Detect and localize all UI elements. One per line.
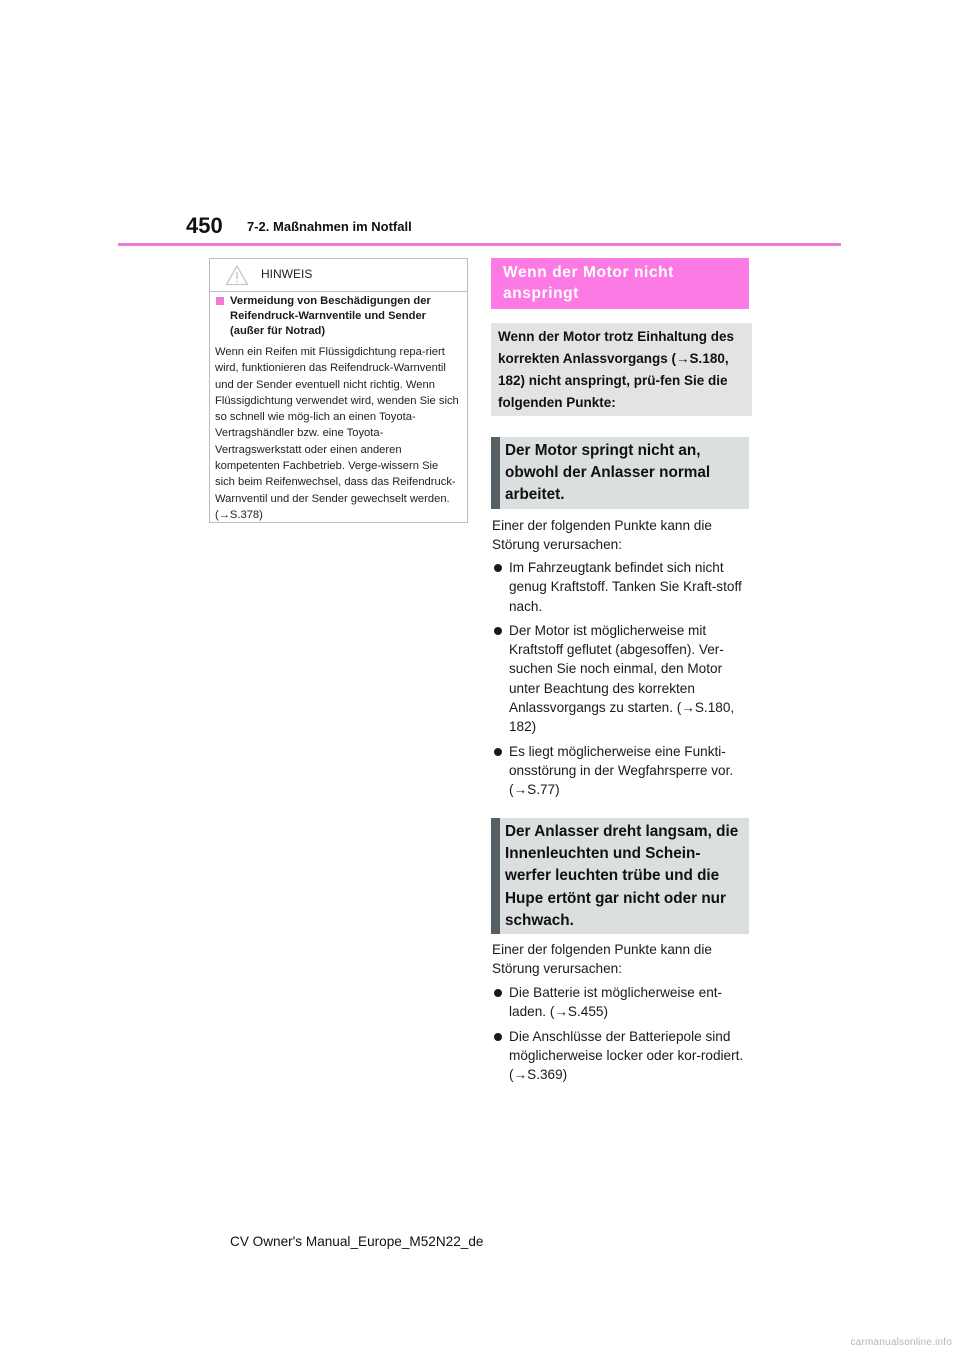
list-item: Der Motor ist möglicherweise mit Kraftstoff geflutet (abgesoffen). Ver-suchen Sie noch einmal, den Motor unter Beachtung des korrekten Anlassvorgangs zu starten. (→S.180, 182) <box>492 621 754 737</box>
page-number: 450 <box>186 213 223 238</box>
bullet-dot-icon <box>494 989 502 997</box>
section-1-lead: Einer der folgenden Punkte kann die Störung verursachen: <box>492 518 712 553</box>
list-item: Die Anschlüsse der Batteriepole sind möglicherweise locker oder kor-rodiert. (→S.369) <box>492 1027 754 1085</box>
list-item: Die Batterie ist möglicherweise ent-laden. (→S.455) <box>492 983 754 1022</box>
subheading-anlasser-dreht-langsam: Der Anlasser dreht langsam, die Innenleuchten und Schein-werfer leuchten trübe und die Hupe ertönt gar nicht oder nur schwach. <box>491 818 749 934</box>
section-1-list <box>492 558 754 805</box>
list-item: Es liegt möglicherweise eine Funkti-onsstörung in der Wegfahrsperre vor. (→S.77) <box>492 742 754 800</box>
notice-subheading <box>215 294 461 339</box>
square-bullet-icon <box>216 297 224 305</box>
section-title: 7-2. Maßnahmen im Notfall <box>247 219 412 234</box>
watermark: carmanualsonline.info <box>850 1337 952 1348</box>
bullet-dot-icon <box>494 564 502 572</box>
notice-header <box>210 259 467 292</box>
bullet-dot-icon <box>494 1033 502 1041</box>
notice-label: HINWEIS <box>261 267 313 281</box>
notice-subheading-text: Vermeidung von Beschädigungen der Reifendruck-Warnventile und Sender (außer für Notrad) <box>230 295 431 337</box>
notice-text: Wenn ein Reifen mit Flüssigdichtung repa-riert wird, funktionieren das Reifendruck-Warnventil und der Sender eventuell nicht richtig. Wenn Flüssigdichtung verwendet wird, wenden Sie sich so schnell wie mög-lich an einen Toyota-Vertragshändler bzw. eine Toyota-Vertragswerkstatt oder einen anderen kompetenten Fachbetrieb. Verge-wissern Sie sich beim Reifenwechsel, dass das Reifendruck-Warnventil und der Sender gewechselt werden. (→S.378) <box>215 346 459 521</box>
notice-box <box>209 258 468 523</box>
bullet-dot-icon <box>494 748 502 756</box>
footer-manual-name: CV Owner's Manual_Europe_M52N22_de <box>230 1234 484 1249</box>
main-heading: Wenn der Motor nicht anspringt <box>491 258 749 309</box>
header-rule <box>118 243 841 246</box>
section-2-lead: Einer der folgenden Punkte kann die Störung verursachen: <box>492 942 712 977</box>
bullet-dot-icon <box>494 627 502 635</box>
subheading-motor-springt-nicht-an: Der Motor springt nicht an, obwohl der Anlasser normal arbeitet. <box>491 437 749 509</box>
warning-triangle-icon <box>225 264 249 286</box>
intro-box: Wenn der Motor trotz Einhaltung des korrekten Anlassvorgangs (→S.180, 182) nicht anspringt, prü-fen Sie die folgenden Punkte: <box>491 323 752 416</box>
section-2-list <box>492 983 754 1089</box>
list-item: Im Fahrzeugtank befindet sich nicht genug Kraftstoff. Tanken Sie Kraft-stoff nach. <box>492 558 754 616</box>
